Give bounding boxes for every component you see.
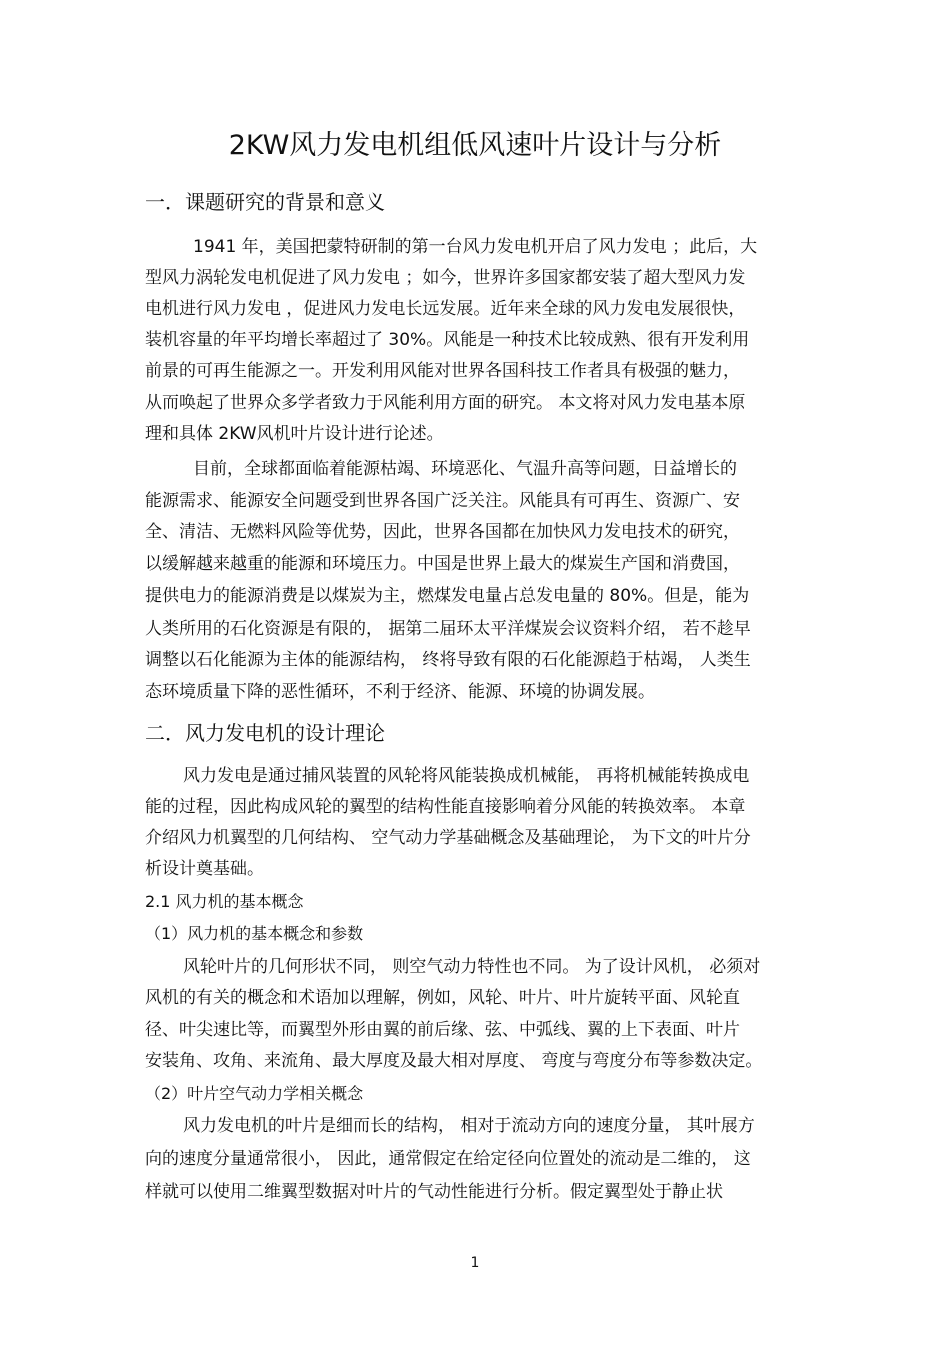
paragraph-2-line: 以缓解越来越重的能源和环境压力。中国是世界上最大的煤炭生产国和消费国， [145,554,740,574]
paragraph-4-line: 风轮叶片的几何形状不同， 则空气动力特性也不同。 为了设计风机， 必须对 [183,957,761,977]
paragraph-1-line: 前景的可再生能源之一。开发利用风能对世界各国科技工作者具有极强的魅力， [145,361,740,381]
paragraph-5-line: 风力发电机的叶片是细而长的结构， 相对于流动方向的速度分量， 其叶展方 [183,1116,755,1136]
paragraph-2-line: 全、清洁、无燃料风险等优势，因此，世界各国都在加快风力发电技术的研究， [145,522,740,542]
paragraph-3-line: 风力发电是通过捕风装置的风轮将风能装换成机械能， 再将机械能转换成电 [183,766,750,786]
subsection-heading-2-1: 2.1 风力机的基本概念 [145,892,304,911]
paragraph-1-line: 装机容量的年平均增长率超过了 30%。风能是一种技术比较成熟、很有开发利用 [145,330,750,350]
subsection-heading-2-1-2: （2）叶片空气动力学相关概念 [145,1084,364,1103]
paragraph-4-line: 风机的有关的概念和术语加以理解，例如，风轮、叶片、叶片旋转平面、风轮直 [145,988,740,1008]
paragraph-3-line: 析设计奠基础。 [145,859,264,879]
paragraph-5-line: 样就可以使用二维翼型数据对叶片的气动性能进行分析。假定翼型处于静止状 [145,1182,723,1202]
paragraph-2-line: 能源需求、能源安全问题受到世界各国广泛关注。风能具有可再生、资源广、安 [145,491,740,511]
section-heading-2: 二．风力发电机的设计理论 [145,721,385,745]
paragraph-2-line: 提供电力的能源消费是以煤炭为主，燃煤发电量占总发电量的 80%。但是，能为 [145,586,750,606]
paragraph-3-line: 能的过程，因此构成风轮的翼型的结构性能直接影响着分风能的转换效率。 本章 [145,797,746,817]
paragraph-2-line: 目前，全球都面临着能源枯竭、环境恶化、气温升高等问题，日益增长的 [193,459,737,479]
paragraph-2-line: 调整以石化能源为主体的能源结构， 终将导致有限的石化能源趋于枯竭， 人类生 [145,650,751,670]
paragraph-4-line: 安装角、攻角、来流角、最大厚度及最大相对厚度、 弯度与弯度分布等参数决定。 [145,1051,763,1071]
section-heading-1: 一．课题研究的背景和意义 [145,190,385,214]
paragraph-3-line: 介绍风力机翼型的几何结构、 空气动力学基础概念及基础理论， 为下文的叶片分 [145,828,751,848]
paragraph-4-line: 径、叶尖速比等，而翼型外形由翼的前后缘、弦、中弧线、翼的上下表面、叶片 [145,1020,740,1040]
paragraph-1-line: 从而唤起了世界众多学者致力于风能利用方面的研究。 本文将对风力发电基本原 [145,393,746,413]
paragraph-1-line: 电机进行风力发电 ，促进风力发电长远发展。近年来全球的风力发电发展很快， [145,299,746,319]
paragraph-2-line: 态环境质量下降的恶性循环，不利于经济、能源、环境的协调发展。 [145,682,655,702]
paragraph-1-line: 理和具体 2KW风机叶片设计进行论述。 [145,424,444,444]
document-title: 2KW风力发电机组低风速叶片设计与分析 [228,130,722,161]
paragraph-5-line: 向的速度分量通常很小， 因此，通常假定在给定径向位置处的流动是二维的， 这 [145,1149,751,1169]
paragraph-1-line: 型风力涡轮发电机促进了风力发电 ；如今，世界许多国家都安装了超大型风力发 [145,268,746,288]
subsection-heading-2-1-1: （1）风力机的基本概念和参数 [145,924,364,943]
paragraph-1-line: 1941 年，美国把蒙特研制的第一台风力发电机开启了风力发电 ；此后，大 [193,237,758,257]
page-number: 1 [470,1255,480,1271]
paragraph-2-line: 人类所用的石化资源是有限的， 据第二届环太平洋煤炭会议资料介绍， 若不趁早 [145,619,751,639]
